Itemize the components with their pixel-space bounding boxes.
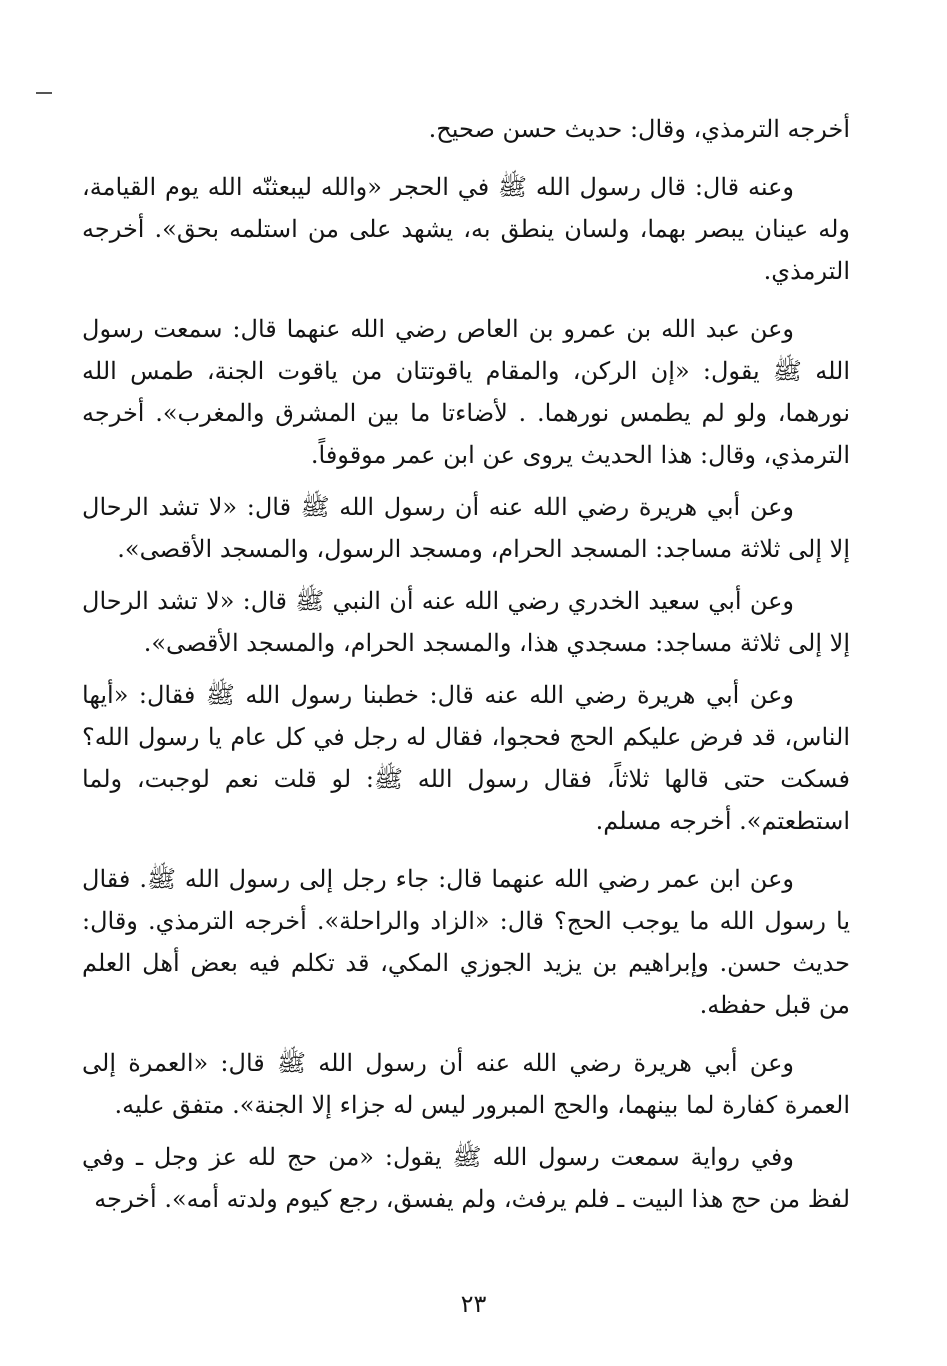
- paragraph-6: وعن أبي هريرة رضي الله عنه قال: خطبنا رسول الله ﷺ فقال: «أيها الناس، قد فرض عليكم الحج فحجوا، فقال له رجل في كل عام يا رسول الله؟ فسكت حتى قالها ثلاثاً، فقال رسول الله ﷺ: لو قلت نعم لوجبت، ولما استطعتم». أخرجه مسلم.: [82, 681, 850, 835]
- scan-mark: [36, 92, 52, 94]
- paragraph-7: وعن ابن عمر رضي الله عنهما قال: جاء رجل إلى رسول الله ﷺ. فقال يا رسول الله ما يوجب الحج؟ قال: «الزاد والراحلة». أخرجه الترمذي. وقال: حديث حسن. وإبراهيم بن يزيد الجوزي المكي، قد تكلم فيه بعض أهل العلم من قبل حفظه.: [82, 865, 850, 1019]
- paragraph-2: وعنه قال: قال رسول الله ﷺ في الحجر «والله ليبعثنّه الله يوم القيامة، وله عينان يبصر بهما، ولسان ينطق به، يشهد على من استلمه بحق». أخرجه الترمذي.: [82, 173, 850, 285]
- paragraph-3: وعن عبد الله بن عمرو بن العاص رضي الله عنهما قال: سمعت رسول الله ﷺ يقول: «إن الركن، والمقام ياقوتتان من ياقوت الجنة، طمس الله نورهما، ولو لم يطمس نورهما. . لأضاءتا ما بين المشرق والمغرب». أخرجه الترمذي، وقال: هذا الحديث يروى عن ابن عمر موقوفاً.: [82, 315, 851, 469]
- paragraph-5: وعن أبي سعيد الخدري رضي الله عنه أن النبي ﷺ قال: «لا تشد الرحال إلا إلى ثلاثة مساجد: مسجدي هذا، والمسجد الحرام، والمسجد الأقصى».: [82, 587, 850, 657]
- paragraph-1: أخرجه الترمذي، وقال: حديث حسن صحيح.: [428, 115, 850, 143]
- paragraph-4: وعن أبي هريرة رضي الله عنه أن رسول الله ﷺ قال: «لا تشد الرحال إلا إلى ثلاثة مساجد: المسجد الحرام، ومسجد الرسول، والمسجد الأقصى».: [82, 493, 850, 563]
- main-text: [82, 108, 850, 1220]
- paragraph-8: وعن أبي هريرة رضي الله عنه أن رسول الله ﷺ قال: «العمرة إلى العمرة كفارة لما بينهما، والحج المبرور ليس له جزاء إلا الجنة». متفق عليه.: [82, 1049, 850, 1119]
- page-number: ٢٣: [460, 1290, 487, 1318]
- paragraph-9: وفي رواية سمعت رسول الله ﷺ يقول: «من حج لله عز وجل ـ وفي لفظ من حج هذا البيت ـ فلم يرفث، ولم يفسق، رجع كيوم ولدته أمه». أخرجه: [82, 1143, 850, 1213]
